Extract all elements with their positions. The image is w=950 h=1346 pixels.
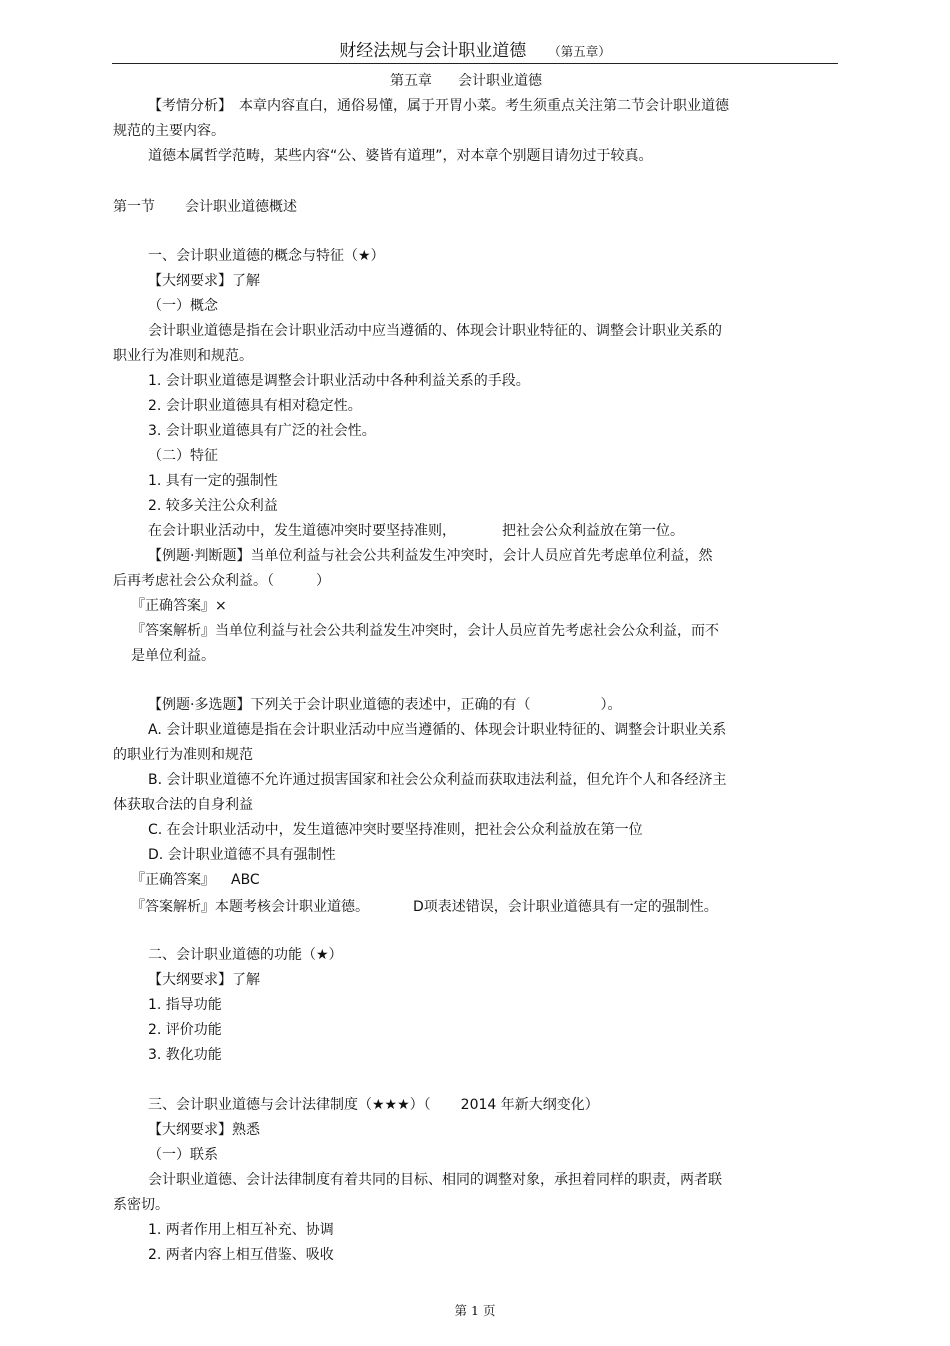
part1-outline: 【大纲要求】了解 — [148, 273, 260, 289]
part1-sub-concept: （一）概念 — [148, 298, 218, 314]
part1-sub-features: （二）特征 — [148, 448, 218, 464]
section-heading — [113, 198, 297, 216]
part1-definition: 会计职业道德是指在会计职业活动中应当遵循的、体现会计职业特征的、调整会计职业关系的 — [148, 323, 722, 339]
list-item: 2. 两者内容上相互借鉴、吸收 — [148, 1247, 334, 1263]
chapter-number: 第五章 — [390, 73, 432, 89]
example2-option-b-cont: 体获取合法的自身利益 — [113, 797, 253, 813]
list-item: 2. 较多关注公众利益 — [148, 498, 278, 514]
example2-analysis: 『答案解析』本题考核会计职业道德。 D项表述错误，会计职业道德具有一定的强制性。 — [131, 899, 718, 915]
chapter-name: 会计职业道德 — [458, 73, 542, 89]
list-item: 1. 两者作用上相互补充、协调 — [148, 1222, 334, 1238]
example2-option-a-cont: 的职业行为准则和规范 — [113, 747, 253, 763]
list-item: 2. 评价功能 — [148, 1022, 222, 1038]
example2-option-c: C. 在会计职业活动中，发生道德冲突时要坚持准则，把社会公众利益放在第一位 — [148, 822, 643, 838]
header-title: 财经法规与会计职业道德 — [339, 41, 527, 61]
part1-definition-cont: 职业行为准则和规范。 — [113, 348, 253, 364]
example1-question-cont: 后再考虑社会公众利益。（ ） — [113, 573, 330, 589]
section-title: 会计职业道德概述 — [185, 199, 297, 215]
part1-note: 在会计职业活动中，发生道德冲突时要坚持准则， 把社会公众利益放在第一位。 — [148, 523, 684, 539]
list-item: 1. 具有一定的强制性 — [148, 473, 278, 489]
list-item: 3. 教化功能 — [148, 1047, 222, 1063]
part3-heading: 三、会计职业道德与会计法律制度（★★★）（ 2014 年新大纲变化） — [148, 1097, 599, 1113]
list-item: 3. 会计职业道德具有广泛的社会性。 — [148, 423, 376, 439]
intro-paragraph-1-cont: 规范的主要内容。 — [113, 123, 225, 139]
example2-option-b: B. 会计职业道德不允许通过损害国家和社会公众利益而获取违法利益，但允许个人和各经济主 — [148, 772, 727, 788]
part3-text: 会计职业道德、会计法律制度有着共同的目标、相同的调整对象，承担着同样的职责，两者联 — [148, 1172, 722, 1188]
example1-question: 【例题·判断题】当单位利益与社会公共利益发生冲突时，会计人员应首先考虑单位利益，然 — [148, 548, 713, 564]
chapter-title — [390, 72, 542, 90]
example1-analysis: 『答案解析』当单位利益与社会公共利益发生冲突时，会计人员应首先考虑社会公众利益，而不 — [131, 623, 719, 639]
part2-heading: 二、会计职业道德的功能（★） — [148, 947, 343, 963]
header-subtitle: （第五章） — [548, 44, 611, 59]
part2-outline: 【大纲要求】了解 — [148, 972, 260, 988]
example2-answer: 『正确答案』 ABC — [131, 872, 260, 888]
intro-paragraph-1: 【考情分析】 本章内容直白，通俗易懂，属于开胃小菜。考生须重点关注第二节会计职业道德 — [148, 98, 729, 114]
part3-sub-relation: （一）联系 — [148, 1147, 218, 1163]
part3-outline: 【大纲要求】熟悉 — [148, 1122, 260, 1138]
list-item: 1. 指导功能 — [148, 997, 222, 1013]
running-header — [112, 36, 838, 64]
part3-text-cont: 系密切。 — [113, 1197, 169, 1213]
list-item: 2. 会计职业道德具有相对稳定性。 — [148, 398, 362, 414]
intro-paragraph-2: 道德本属哲学范畴，某些内容“公、婆皆有道理”，对本章个别题目请勿过于较真。 — [148, 148, 653, 164]
list-item: 1. 会计职业道德是调整会计职业活动中各种利益关系的手段。 — [148, 373, 530, 389]
example1-analysis-cont: 是单位利益。 — [131, 648, 215, 664]
header-rule — [112, 63, 838, 64]
example1-answer: 『正确答案』× — [131, 598, 227, 614]
example2-question: 【例题·多选题】下列关于会计职业道德的表述中，正确的有（ ）。 — [148, 697, 622, 713]
page-number: 第 1 页 — [454, 1303, 496, 1318]
example2-option-a: A. 会计职业道德是指在会计职业活动中应当遵循的、体现会计职业特征的、调整会计职业关系 — [148, 722, 727, 738]
part1-heading: 一、会计职业道德的概念与特征（★） — [148, 248, 385, 264]
section-number: 第一节 — [113, 199, 155, 215]
example2-option-d: D. 会计职业道德不具有强制性 — [148, 847, 336, 863]
